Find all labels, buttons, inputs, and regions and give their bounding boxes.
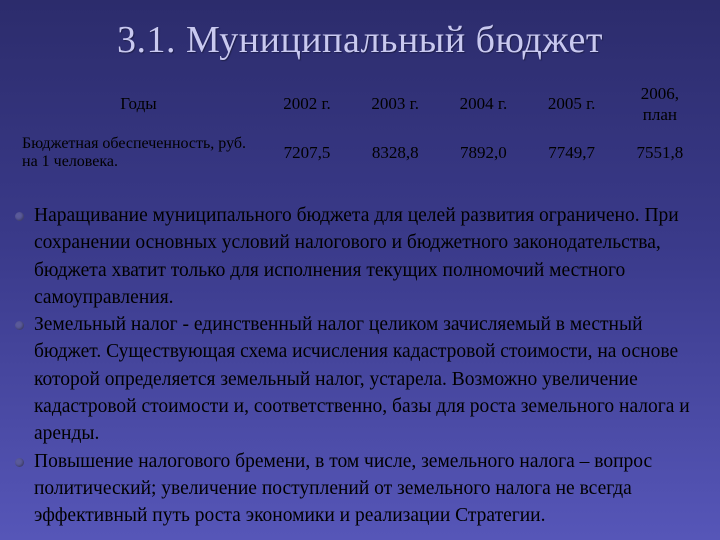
bullet-text: Повышение налогового бремени, в том числе, земельного налога – вопрос политический; увеличение поступлений от земельного налога не всегда эффективный путь роста экономики и реализации Стратегии. [34,450,653,527]
bullet-text: Наращивание муниципального бюджета для целей развития ограничено. При сохранении основных условий налогового и бюджетного законодательства, бюджета хватит только для исполнения текущих полномочий местного самоуправления. [34,205,679,308]
header-plan-year: 2006, [640,84,679,103]
bullet-list [14,202,714,530]
header-year-2004: 2004 г. [459,94,508,113]
header-years-label: Годы [120,94,157,113]
bullet-icon [15,212,24,221]
value-2004: 7892,0 [460,143,507,162]
value-2002: 7207,5 [283,143,331,162]
header-year-2002: 2002 г. [283,94,331,113]
table-header-row [14,80,704,128]
budget-table [14,80,704,178]
bullet-text: Земельный налог - единственный налог целиком зачисляемый в местный бюджет. Существующая схема исчисления кадастровой стоимости, на основе которой определяется земельный налог, устарела. Возможно увеличение кадастровой стоимости и, соответственно, базы для роста земельного налога и аренды. [34,314,690,445]
list-item [14,448,714,530]
header-year-2006-plan [616,80,704,128]
slide-title: 3.1. Муниципальный бюджет [116,19,604,61]
header-year-2003: 2003 г. [371,94,419,113]
table-row [14,128,704,178]
list-item [14,202,714,311]
value-2005: 7749,7 [548,143,596,162]
list-item [14,311,714,447]
header-plan-word: план [642,105,677,124]
value-2003: 8328,8 [371,143,419,162]
bullet-icon [15,458,24,467]
value-2006-plan: 7551,8 [636,143,684,162]
bullet-icon [15,321,24,330]
row-label: Бюджетная обеспеченность, руб. на 1 человека. [22,135,247,170]
header-year-2005: 2005 г. [547,94,596,113]
